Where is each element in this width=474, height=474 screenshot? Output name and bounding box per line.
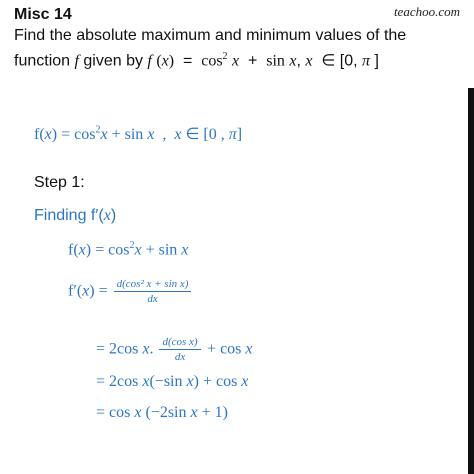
equation-line-3: = 2cos x. $\frac{\text{d(cos x)}}{dx}$ + cos x [96, 336, 253, 363]
equation-line-4: = 2cos x(−sin x) + cos x [96, 373, 249, 390]
brand-logo: teachoo.com [393, 4, 460, 19]
problem-statement: Find the absolute maximum and minimum values of the function f given by f $(x) = \cos^2 x + \sin x$, x ∈ [0, π ] [14, 27, 407, 70]
function-definition: $f(x) = \cos^2x + \sin x$ , x ∈ [0 , π] [34, 124, 243, 143]
equation-line-5: = cos x (−2sin x + 1) [96, 404, 228, 421]
step-label: Step 1: [34, 174, 85, 191]
derivative-fraction: $\frac{\text{d(cos² x + sin x)}}{dx}$ [114, 278, 192, 305]
equation-line-2: f′(x) = $\frac{\text{d(cos² x + sin x)}}{dx}$ [68, 278, 193, 305]
question-title: Misc 14 [14, 6, 72, 23]
derivative-fraction-cos: $\frac{\text{d(cos x)}}{dx}$ [159, 336, 200, 363]
equation-line-1: $f(x) = \cos^2x + \sin x$ [68, 240, 189, 259]
side-bar [468, 88, 474, 474]
subheading: Finding f′(x) [34, 207, 117, 224]
